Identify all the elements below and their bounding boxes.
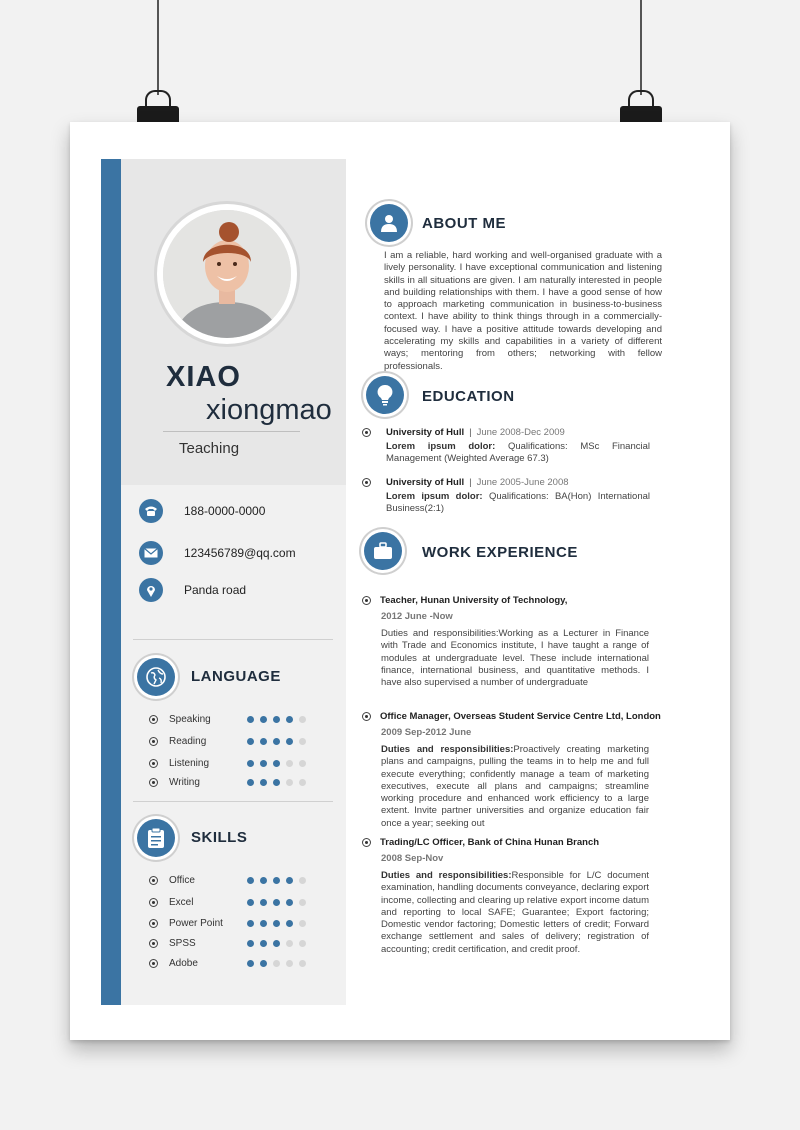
sidebar-divider [133, 639, 333, 640]
work-title: WORK EXPERIENCE [422, 544, 578, 561]
sidebar-divider [133, 801, 333, 802]
job-dates: 2009 Sep-2012 June [381, 727, 472, 738]
lightbulb-icon [366, 376, 404, 414]
level-dot [260, 940, 267, 947]
job-description [381, 744, 649, 830]
skill-item [149, 956, 198, 970]
level-dot [260, 760, 267, 767]
last-name: xiongmao [206, 394, 332, 426]
education-detail [386, 491, 650, 516]
job-description [381, 870, 649, 956]
skill-name: Adobe [169, 957, 198, 969]
skill-name: Excel [169, 896, 194, 908]
about-text: I am a reliable, hard working and well-organised graduate with a lively personality. I have exceptional communication and listening skills in all situations are given. I am naturally interested in people and building relationships with them. I have a good sense of how to approach marketing communication in business-to-business context. I have ability to think things through in a commercially-focused way. I have a positive attitude towards developing and accelerating my skills and capabilities in a variety of different ways; mentoring from others; networking with fellow professionals. [384, 250, 662, 372]
duties-text: Proactively creating marketing plans and campaigns, pulling the teams in to help me and full execute everything; confidently manage a team of marketing executives, execute all plans and campaigns; streamline working procedure and enhanced work efficiency to a large extent. Invite partner universities and organize education fair once a year; seeking out [381, 744, 649, 829]
detail-text: Qualifications: MSc Financial Management (Weighted Average 67.3) [386, 441, 651, 465]
bullet-icon [149, 898, 158, 907]
mail-icon [139, 541, 163, 565]
contact-address [139, 577, 247, 603]
skill-name: Power Point [169, 917, 223, 929]
level-dot [260, 960, 267, 967]
clipboard-icon [137, 819, 175, 857]
detail-text: Qualifications: BA(Hon) International Business(2:1) [386, 491, 650, 515]
level-indicator [247, 760, 306, 767]
level-dot [299, 779, 306, 786]
job-dates: 2008 Sep-Nov [381, 853, 444, 864]
hanging-wire-left [157, 0, 159, 95]
level-dot [286, 738, 293, 745]
duties-text: Responsible for L/C document examination, handling documents conveyance, declaring export income, collecting and clearing up relative export income datum and reporting to local SAFE; Guarantee; Export factoring; Domestic vendor factoring; Domestic letters of credit; Forward exchange settlement and sales of delivery; registration of accounting; credit certification, and credit proof. [381, 870, 649, 955]
level-dot [247, 716, 254, 723]
school-name: University of Hull [386, 477, 465, 488]
education-dates: June 2005-June 2008 [476, 477, 569, 488]
level-dot [299, 738, 306, 745]
level-dot [260, 877, 267, 884]
level-indicator [247, 960, 306, 967]
language-name: Listening [169, 757, 210, 769]
bullet-icon [362, 596, 371, 605]
duties-label: Duties and responsibilities: [381, 870, 512, 881]
language-item [149, 775, 200, 789]
skill-item [149, 936, 196, 950]
detail-label: Lorem ipsum dolor: [386, 491, 483, 502]
level-dot [247, 760, 254, 767]
level-dot [299, 920, 306, 927]
skill-item [149, 916, 223, 930]
level-dot [260, 920, 267, 927]
globe-icon [137, 658, 175, 696]
skill-name: Office [169, 874, 195, 886]
accent-stripe [101, 159, 121, 1005]
level-dot [286, 877, 293, 884]
level-dot [286, 716, 293, 723]
detail-label: Lorem ipsum dolor: [386, 441, 496, 452]
level-dot [286, 779, 293, 786]
role-title: Teaching [179, 440, 240, 457]
bullet-icon [149, 778, 158, 787]
level-indicator [247, 716, 306, 723]
education-heading: University of Hull | June 2008-Dec 2009 [386, 427, 565, 438]
name-divider [163, 431, 300, 432]
level-indicator [247, 877, 306, 884]
level-dot [247, 779, 254, 786]
bullet-icon [149, 959, 158, 968]
main-content [360, 122, 730, 1040]
level-dot [286, 760, 293, 767]
profile-header [121, 159, 346, 485]
address: Panda road [184, 583, 247, 597]
level-dot [260, 779, 267, 786]
level-dot [299, 960, 306, 967]
level-dot [286, 899, 293, 906]
language-item [149, 712, 211, 726]
level-dot [273, 738, 280, 745]
level-dot [247, 920, 254, 927]
avatar [157, 204, 297, 344]
duties-text: Duties and responsibilities:Working as a Lecturer in Finance with Trade and Economics institute, I have taught a range of modules at undergraduate level. These include international finance, international business, and quantitative methods. I have also supervised a number of undergraduate [381, 628, 649, 689]
level-dot [273, 716, 280, 723]
level-dot [247, 738, 254, 745]
level-indicator [247, 940, 306, 947]
job-position: Trading/LC Officer, Bank of China Hunan Branch [380, 837, 600, 848]
language-title: LANGUAGE [191, 668, 281, 685]
skill-name: SPSS [169, 937, 196, 949]
level-dot [273, 899, 280, 906]
level-dot [260, 899, 267, 906]
hanging-wire-right [640, 0, 642, 95]
education-heading: University of Hull | June 2005-June 2008 [386, 477, 569, 488]
skills-title: SKILLS [191, 829, 248, 846]
level-dot [247, 940, 254, 947]
level-dot [299, 940, 306, 947]
school-name: University of Hull [386, 427, 465, 438]
education-detail [386, 441, 650, 466]
bullet-icon [362, 712, 371, 721]
level-indicator [247, 738, 306, 745]
person-icon [370, 204, 408, 242]
language-name: Reading [169, 735, 207, 747]
bullet-icon [149, 919, 158, 928]
level-dot [273, 960, 280, 967]
level-dot [273, 779, 280, 786]
language-name: Writing [169, 776, 200, 788]
briefcase-icon [364, 532, 402, 570]
education-title: EDUCATION [422, 388, 515, 405]
job-position: Office Manager, Overseas Student Service Centre Ltd, London [380, 711, 661, 722]
about-title: ABOUT ME [422, 215, 506, 232]
job-position: Teacher, Hunan University of Technology, [380, 595, 568, 606]
level-dot [273, 760, 280, 767]
bullet-icon [362, 478, 371, 487]
level-dot [286, 920, 293, 927]
contact-email [139, 540, 296, 566]
education-dates: June 2008-Dec 2009 [476, 427, 565, 438]
bullet-icon [149, 939, 158, 948]
level-dot [273, 940, 280, 947]
level-dot [299, 877, 306, 884]
level-indicator [247, 899, 306, 906]
level-dot [299, 760, 306, 767]
level-dot [299, 716, 306, 723]
phone-number[interactable]: 188-0000-0000 [184, 504, 266, 518]
level-dot [247, 899, 254, 906]
level-dot [260, 738, 267, 745]
resume-sheet [70, 122, 730, 1040]
level-dot [286, 940, 293, 947]
level-dot [273, 877, 280, 884]
level-dot [247, 960, 254, 967]
location-pin-icon [139, 578, 163, 602]
bullet-icon [149, 715, 158, 724]
bullet-icon [149, 759, 158, 768]
level-dot [299, 899, 306, 906]
phone-icon [139, 499, 163, 523]
skill-item [149, 895, 194, 909]
first-name: XIAO [166, 361, 241, 393]
sidebar [121, 159, 346, 1005]
skill-item [149, 873, 195, 887]
duties-label: Duties and responsibilities: [381, 744, 514, 755]
contact-phone [139, 498, 266, 524]
language-item [149, 734, 207, 748]
level-indicator [247, 779, 306, 786]
profile-photo [163, 210, 291, 338]
level-dot [273, 920, 280, 927]
level-dot [260, 716, 267, 723]
bullet-icon [149, 737, 158, 746]
job-description [381, 628, 649, 689]
level-dot [286, 960, 293, 967]
bullet-icon [149, 876, 158, 885]
language-item [149, 756, 210, 770]
bullet-icon [362, 428, 371, 437]
language-name: Speaking [169, 713, 211, 725]
job-dates: 2012 June -Now [381, 611, 453, 622]
email-address[interactable]: 123456789@qq.com [184, 546, 296, 560]
level-dot [247, 877, 254, 884]
level-indicator [247, 920, 306, 927]
bullet-icon [362, 838, 371, 847]
